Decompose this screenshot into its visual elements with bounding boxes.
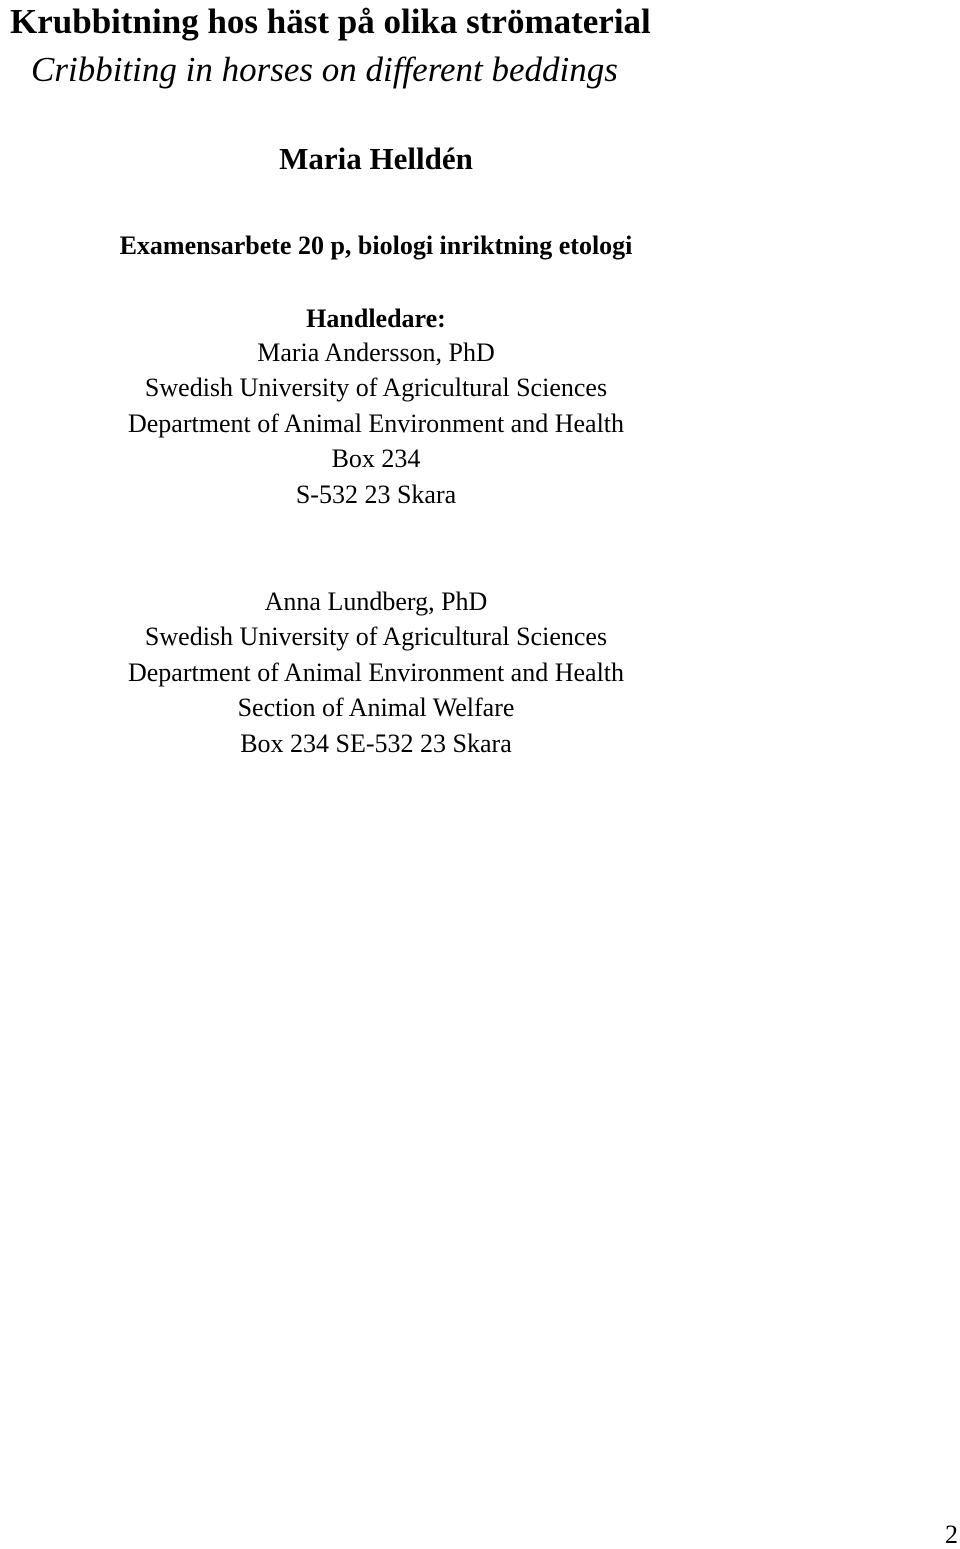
supervisor-1-postal: S-532 23 Skara bbox=[295, 480, 457, 509]
supervisor-1-name: Maria Andersson, PhD bbox=[257, 338, 495, 367]
document-title-english: Cribbiting in horses on different beddings bbox=[31, 50, 618, 89]
supervisor-1-university: Swedish University of Agricultural Sciences bbox=[144, 373, 608, 402]
supervisor-1-department: Department of Animal Environment and Health bbox=[127, 409, 625, 438]
author-name: Maria Helldén bbox=[279, 141, 473, 176]
supervisor-2-university: Swedish University of Agricultural Sciences bbox=[144, 622, 608, 651]
thesis-info: Examensarbete 20 p, biologi inriktning etologi bbox=[119, 231, 633, 260]
supervisor-2-postal: Box 234 SE-532 23 Skara bbox=[240, 729, 512, 758]
document-title-swedish: Krubbitning hos häst på olika strömaterial bbox=[10, 2, 651, 41]
supervisor-2-department: Department of Animal Environment and Health bbox=[127, 658, 625, 687]
supervisor-2-section: Section of Animal Welfare bbox=[237, 693, 515, 722]
supervisor-1-box: Box 234 bbox=[331, 444, 421, 473]
page-number: 2 bbox=[945, 1520, 958, 1549]
supervisors-heading: Handledare: bbox=[306, 304, 446, 333]
supervisor-2-name: Anna Lundberg, PhD bbox=[264, 587, 488, 616]
